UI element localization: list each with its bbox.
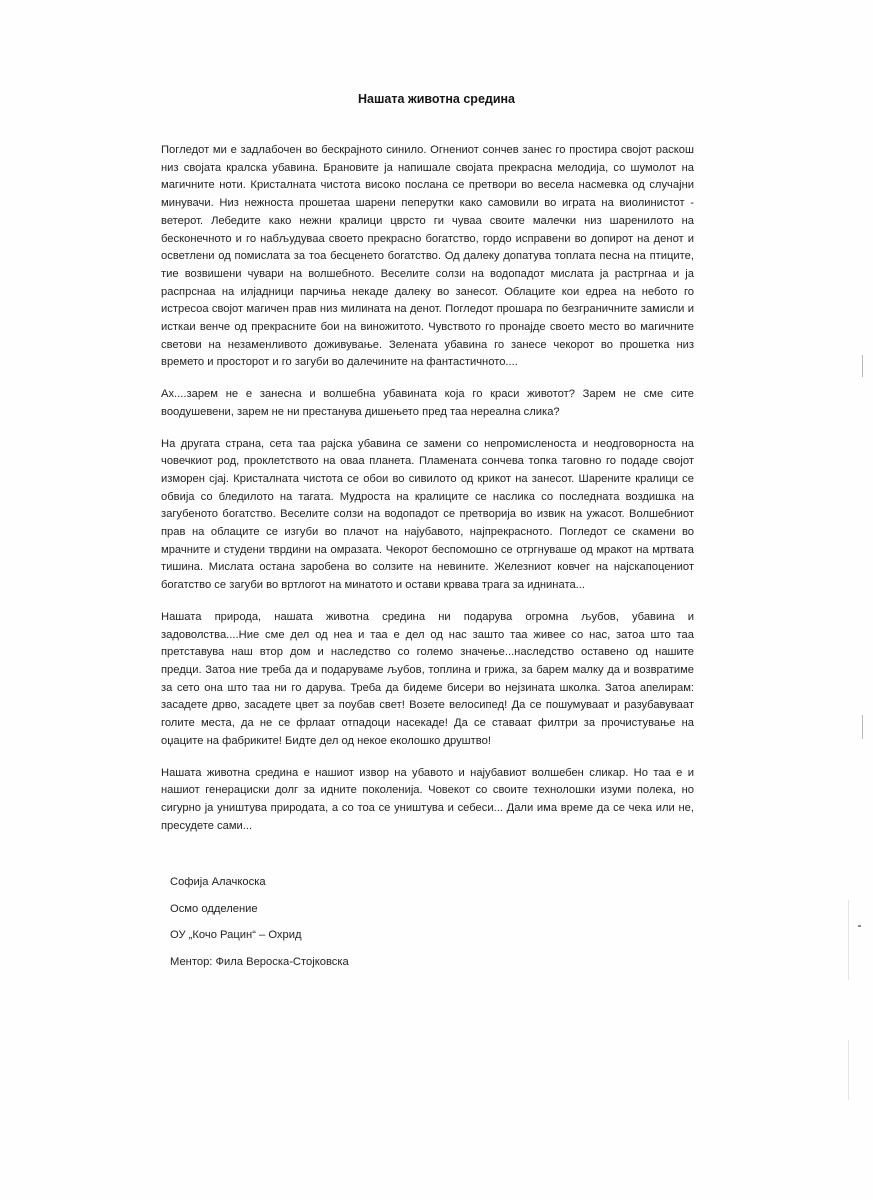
paragraph: На другата страна, сета таа рајска убавина се замени со непромисленоста и неодговорноста на човечкиот род, проклетството на оваа планета. Пламената сончева топка таговно го подаде својот изморен сјај. Кристалната чистота се обои во сивилото од крикот на занесот. Шарените кралици се обвија со бледилото на тагата. Мудроста на кралиците се наслика со последната воздишка на загубеното богатство. Веселите солзи на водопадот се претворија во извик на ужасот. Волшебниот прав на облаците се изгуби во плачот на најубавото, најпрекрасното. Погледот се скамени во мрачните и студени тврдини на омразата. Чекорот беспомошно се отргнуваше од мракот на мртвата тишина. Мислата остана заробена во солзите на невините. Железниот ковчег на најскапоцениот богатство се загуби во вртлогот на минатото и остави крвава трага за иднината... xyxy=(161,437,694,592)
scan-artifact xyxy=(858,925,861,927)
essay-body xyxy=(161,142,694,835)
scan-artifact xyxy=(848,900,849,980)
scan-artifact xyxy=(862,355,863,377)
signature-block xyxy=(170,869,570,975)
scan-artifact xyxy=(848,1040,849,1100)
mentor-name: Ментор: Фила Вероска-Стојковска xyxy=(170,955,349,968)
author-name: Софија Алачкоска xyxy=(170,876,266,888)
author-grade: Осмо одделение xyxy=(170,902,258,915)
paragraph: Нашата животна средина е нашиот извор на убавото и најубавиот волшебен сликар. Но таа е и нашиот генерациски долг за идните поколенија. Човекот со своите технолошки изуми полека, но сигурно ја уништува природата, а со тоа се уништува и себеси... Дали има време да се чека или не, пресудете сами... xyxy=(161,766,694,832)
document-title: Нашата животна средина xyxy=(357,92,516,106)
paragraph: Нашата природа, нашата животна средина ни подарува огромна љубов, убавина и задоволства....Ние сме дел од неа и таа е дел од нас зашто таа живее со нас, затоа што таа претставува наш втор дом и наследство со големо значење...наследство оставено од нашите предци. Затоа ние треба да и подаруваме љубов, топлина и грижа, за барем малку да и возвратиме за сето она што таа ни го дарува. Треба да бидеме бисери во нејзината школка. Затоа апелирам: засадете дрво, засадете цвет за поубав свет! Возете велосипед! Да се пошумуваат и разубавуваат голите места, да не се фрлаат отпадоци насекаде! Да се ставаат филтри за прочистување на оџаците на фабриките! Бидте дел од некое еколошко друштво! xyxy=(161,610,694,747)
school-name: ОУ „Кочо Рацин“ – Охрид xyxy=(170,929,302,941)
scan-artifact xyxy=(862,715,863,739)
paragraph: Погледот ми е задлабочен во бескрајното синило. Огнениот сончев занес го простира својот раскош низ својата кралска убавина. Брановите ја напишале својата прекрасна мелодија, со шумолот на магичните ноти. Кристалната чистота високо послана се претвори во весела насмевка од случајни минувачи. Низ нежноста прошетаа шарени пеперутки како самовили во играта на виолинистот - ветерот. Лебедите како нежни кралици цврсто ги чуваа своите малечки низ шаренилото на бесконечното и го набљудуваа своето прекрасно богатство, гордо исправени во допирот на денот и осветлени од помислата за тоа бесценето богатство. Од далеку допатува топлата песна на птиците, тие возвишени чувари на волшебното. Веселите солзи на водопадот мислата ја растргнаа и ја распрснаа на илјадници парчиња некаде далеку во занесот. Облаците кои едреа на небото го истресоа својот магичен прав низ милината на денот. Погледот прошара по безграничните замисли и исткаи венче од прекрасните бои на виножитото. Чувството го пронајде своето место во магичните светови на незаменливото доживување. Зелената убавина го занесе чекорот во прошетка низ времето и просторот и го загуби во далечините на фантастичното.... xyxy=(161,144,694,369)
paragraph: Ах....зарем не е занесна и волшебна убавината која го краси животот? Зарем не сме сите воодушевени, зарем не ни престанува дишењето пред таа нереална слика? xyxy=(161,388,694,418)
